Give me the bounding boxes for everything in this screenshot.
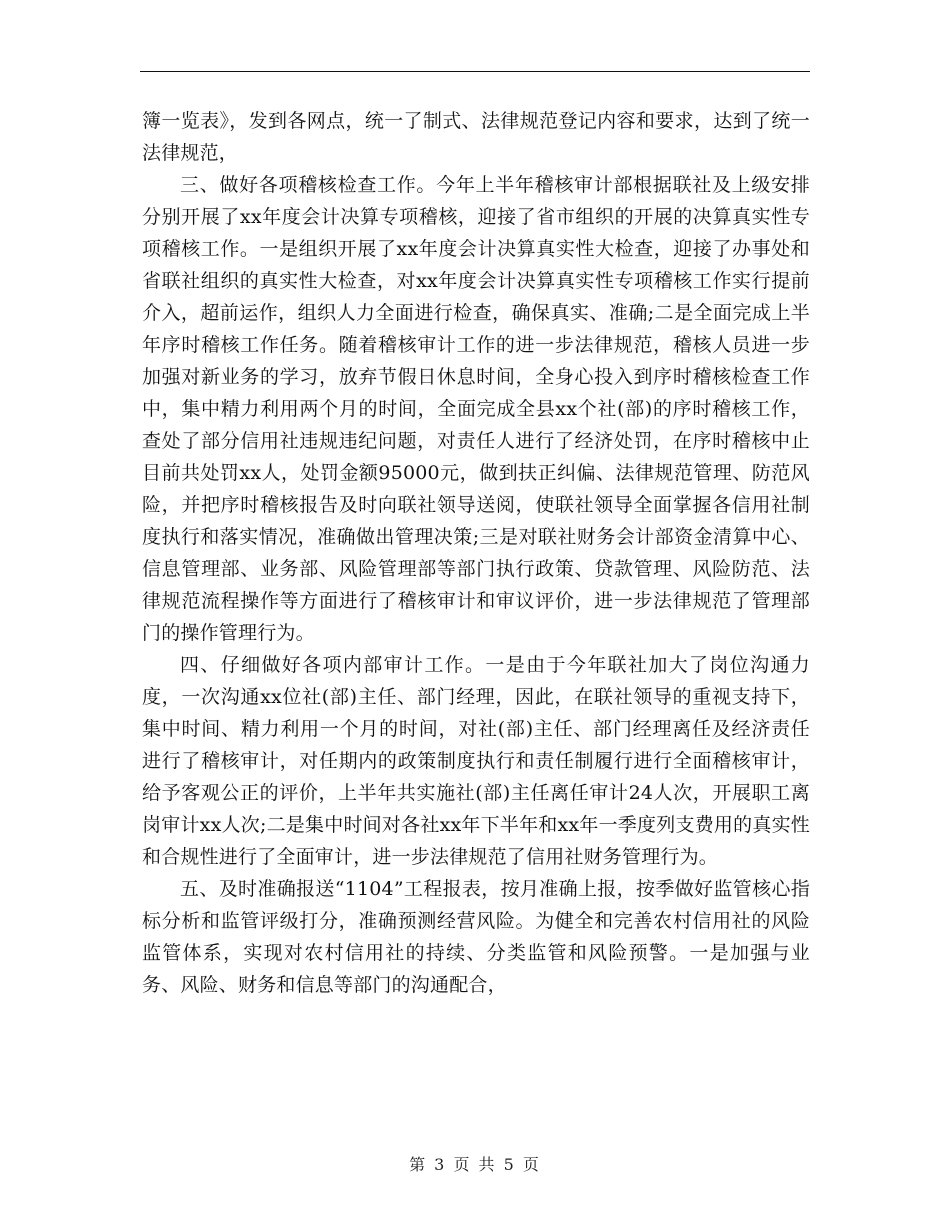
paragraph-audit-inspection: 三、做好各项稽核检查工作。今年上半年稽核审计部根据联社及上级安排分别开展了xx年度会计决算专项稽核，迎接了省市组织的开展的决算真实性专项稽核工作。一是组织开展了xx年度会计决算真实性大检查，迎接了办事处和省联社组织的真实性大检查，对xx年度会计决算真实性专项稽核工作实行提前介入，超前运作，组织人力全面进行检查，确保真实、准确;二是全面完成上半年序时稽核工作任务。随着稽核审计工作的进一步法律规范，稽核人员进一步加强对新业务的学习，放弃节假日休息时间，全身心投入到序时稽核检查工作中，集中精力利用两个月的时间，全面完成全县xx个社(部)的序时稽核工作，查处了部分信用社违规违纪问题，对责任人进行了经济处罚，在序时稽核中止目前共处罚xx人，处罚金额95000元，做到扶正纠偏、法律规范管理、防范风险，并把序时稽核报告及时向联社领导送阅，使联社领导全面掌握各信用社制度执行和落实情况，准确做出管理决策;三是对联社财务会计部资金清算中心、信息管理部、业务部、风险管理部等部门执行政策、贷款管理、风险防范、法律规范流程操作等方面进行了稽核审计和审议评价，进一步法律规范了管理部门的操作管理行为。 <box>142 174 810 644</box>
paragraph-1104-reporting: 五、及时准确报送“1104”工程报表，按月准确上报，按季做好监管核心指标分析和监管评级打分，准确预测经营风险。为健全和完善农村信用社的风险监管体系，实现对农村信用社的持续、分类监管和风险预警。一是加强与业务、风险、财务和信息等部门的沟通配合， <box>142 878 810 996</box>
page-number-footer: 第 3 页 共 5 页 <box>409 1155 541 1174</box>
paragraph-internal-audit: 四、仔细做好各项内部审计工作。一是由于今年联社加大了岗位沟通力度，一次沟通xx位社(部)主任、部门经理，因此，在联社领导的重视支持下，集中时间、精力利用一个月的时间，对社(部)主任、部门经理离任及经济责任进行了稽核审计，对任期内的政策制度执行和责任制履行进行全面稽核审计，给予客观公正的评价，上半年共实施社(部)主任离任审计24人次，开展职工离岗审计xx人次;二是集中时间对各社xx年下半年和xx年一季度列支费用的真实性和合规性进行了全面审计，进一步法律规范了信用社财务管理行为。 <box>142 654 810 868</box>
document-body <box>142 105 810 1001</box>
header-rule <box>140 71 810 72</box>
paragraph-continuation: 簿一览表》，发到各网点，统一了制式、法律规范登记内容和要求，达到了统一法律规范， <box>142 110 810 164</box>
